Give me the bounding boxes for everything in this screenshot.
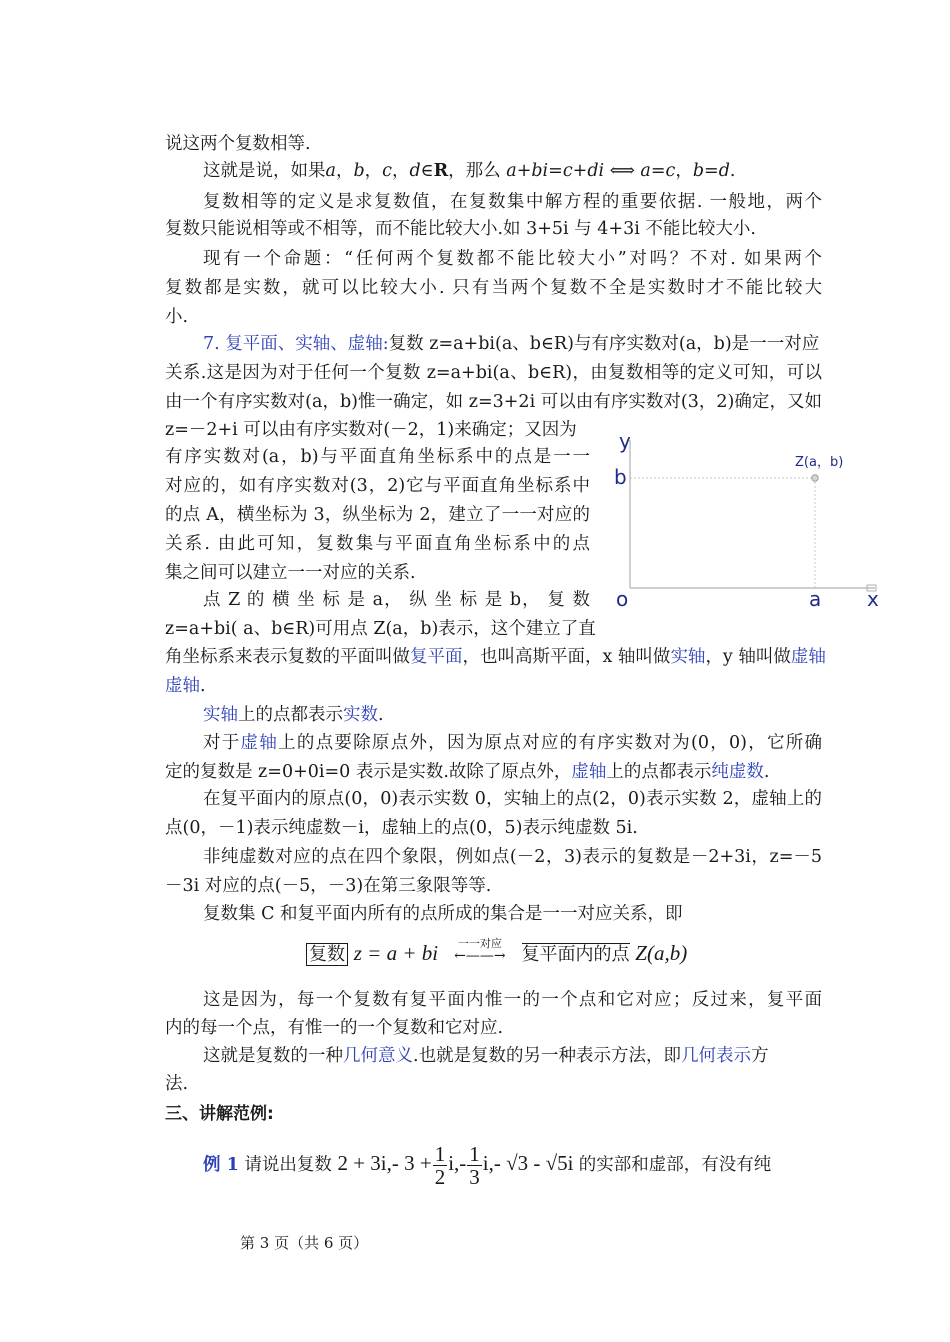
text-line: z=－2+i 可以由有序实数对(－2，1)来确定；又因为: [165, 420, 577, 440]
text-line: －3i 对应的点(－5，－3)在第三象限等等.: [165, 876, 492, 896]
origin-label: o: [616, 587, 629, 611]
text-line: 现有一个命题：“任何两个复数都不能比较大小”对吗？不对. 如果两个: [203, 249, 822, 269]
text-line: 点(0，－1)表示纯虚数－i，虚轴上的点(0，5)表示纯虚数 5i.: [165, 818, 638, 838]
text-line: 说这两个复数相等.: [165, 134, 311, 154]
term-link: 实轴: [670, 647, 706, 667]
term-link: 虚轴: [240, 733, 279, 753]
text-line: 实轴上的点都表示实数.: [203, 705, 384, 725]
term-link: 虚轴: [165, 676, 200, 696]
page-footer: 第 3 页（共 6 页）: [240, 1234, 369, 1252]
text-line: 角坐标系来表示复数的平面叫做复平面，也叫高斯平面，x 轴叫做实轴，y 轴叫做虚轴: [165, 647, 826, 667]
text-line: 对应的，如有序实数对(3，2)它与平面直角坐标系中: [165, 476, 590, 496]
text-line: 复数只能说相等或不相等，而不能比较大小.如 3+5i 与 4+3i 不能比较大小.: [165, 219, 756, 239]
y-axis-label: y: [619, 429, 631, 453]
section-title: 三、讲解范例:: [165, 1104, 274, 1124]
text-line: 这是因为，每一个复数有复平面内惟一的一个点和它对应；反过来，复平面: [203, 990, 822, 1010]
term-link: 实数: [343, 705, 378, 725]
text-line: 虚轴.: [165, 676, 206, 696]
text-line: 非纯虚数对应的点在四个象限，例如点(－2，3)表示的复数是－2+3i，z=－5: [203, 847, 822, 867]
term-link: 虚轴: [790, 647, 826, 667]
text-line: 在复平面内的原点(0，0)表示实数 0，实轴上的点(2，0)表示实数 2，虚轴上的: [203, 789, 822, 809]
text-line: 复数都是实数，就可以比较大小. 只有当两个复数不全是实数时才不能比较大: [165, 278, 822, 298]
text-line: z=a+bi( a、b∈R)可用点 Z(a，b)表示，这个建立了直: [165, 619, 596, 639]
term-link: 几何表示: [681, 1046, 752, 1066]
a-label: a: [809, 587, 822, 611]
text-line: 关系. 由此可知，复数集与平面直角坐标系中的点: [165, 534, 590, 554]
text-line: 这就是复数的一种几何意义.也就是复数的另一种表示方法，即几何表示方: [203, 1046, 769, 1066]
text-line: 有序实数对(a，b)与平面直角坐标系中的点是一一: [165, 447, 590, 467]
term-link: 复平面: [410, 647, 463, 667]
x-axis-label: x: [867, 587, 879, 611]
complex-plane-graph: [605, 428, 890, 618]
point-label: Z(a，b): [795, 455, 844, 470]
point-z: [812, 475, 818, 481]
example-label: 例 1: [203, 1155, 239, 1175]
text-line: 集之间可以建立一一对应的关系.: [165, 563, 416, 583]
term-link: 虚轴: [571, 762, 607, 782]
text-line: 由一个有序实数对(a，b)惟一确定，如 z=3+2i 可以由有序实数对(3，2)确定，又如: [165, 392, 822, 412]
text-line: 7. 复平面、实轴、虚轴:复数 z=a+bi(a、b∈R)与有序实数对(a，b)是一一对应: [203, 334, 820, 354]
section-heading: 7. 复平面、实轴、虚轴:: [203, 334, 389, 354]
text-line: 法.: [165, 1074, 189, 1094]
correspondence-formula: 复数 z = a + bi 一一对应 ←——→ 复平面内的点 Z(a,b): [306, 938, 687, 971]
text-line: 这就是说，如果a，b，c，d∈R，那么 a+bi=c+di ⟺ a=c，b=d.: [203, 161, 736, 181]
term-link: 实轴: [203, 705, 238, 725]
example-expression: 2 + 3i,- 3 + $\frac{1}{2}$ i,- $\frac{1}{3}$ i,- √3 - √5i: [337, 1141, 574, 1189]
text-line: 对于虚轴上的点要除原点外，因为原点对应的有序实数对为(0，0)，它所确: [203, 733, 823, 753]
text-line: 复数集 C 和复平面内所有的点所成的集合是一一对应关系，即: [203, 904, 683, 924]
b-label: b: [614, 465, 627, 489]
text-line: 复数相等的定义是求复数值，在复数集中解方程的重要依据. 一般地，两个: [203, 192, 822, 212]
text-line: 小.: [165, 307, 189, 327]
text-line: 定的复数是 z=0+0i=0 表示是实数.故除了原点外，虚轴上的点都表示纯虚数.: [165, 762, 770, 782]
text-line: 的点 A，横坐标为 3，纵坐标为 2，建立了一一对应的: [165, 505, 590, 525]
text-line: 点 Z 的 横 坐 标 是 a， 纵 坐 标 是 b， 复 数: [203, 590, 590, 610]
example-line: 例 1 请说出复数 2 + 3i,- 3 + $\frac{1}{2}$ i,- $\frac{1}{3}$ i,- √3 - √5i 的实部和虚部，有没有纯: [203, 1141, 772, 1189]
text-line: 内的每一个点，有惟一的一个复数和它对应.: [165, 1018, 504, 1038]
term-link: 纯虚数: [711, 762, 764, 782]
text-line: 关系.这是因为对于任何一个复数 z=a+bi(a、b∈R)，由复数相等的定义可知，可以: [165, 363, 822, 383]
term-link: 几何意义: [343, 1046, 413, 1066]
